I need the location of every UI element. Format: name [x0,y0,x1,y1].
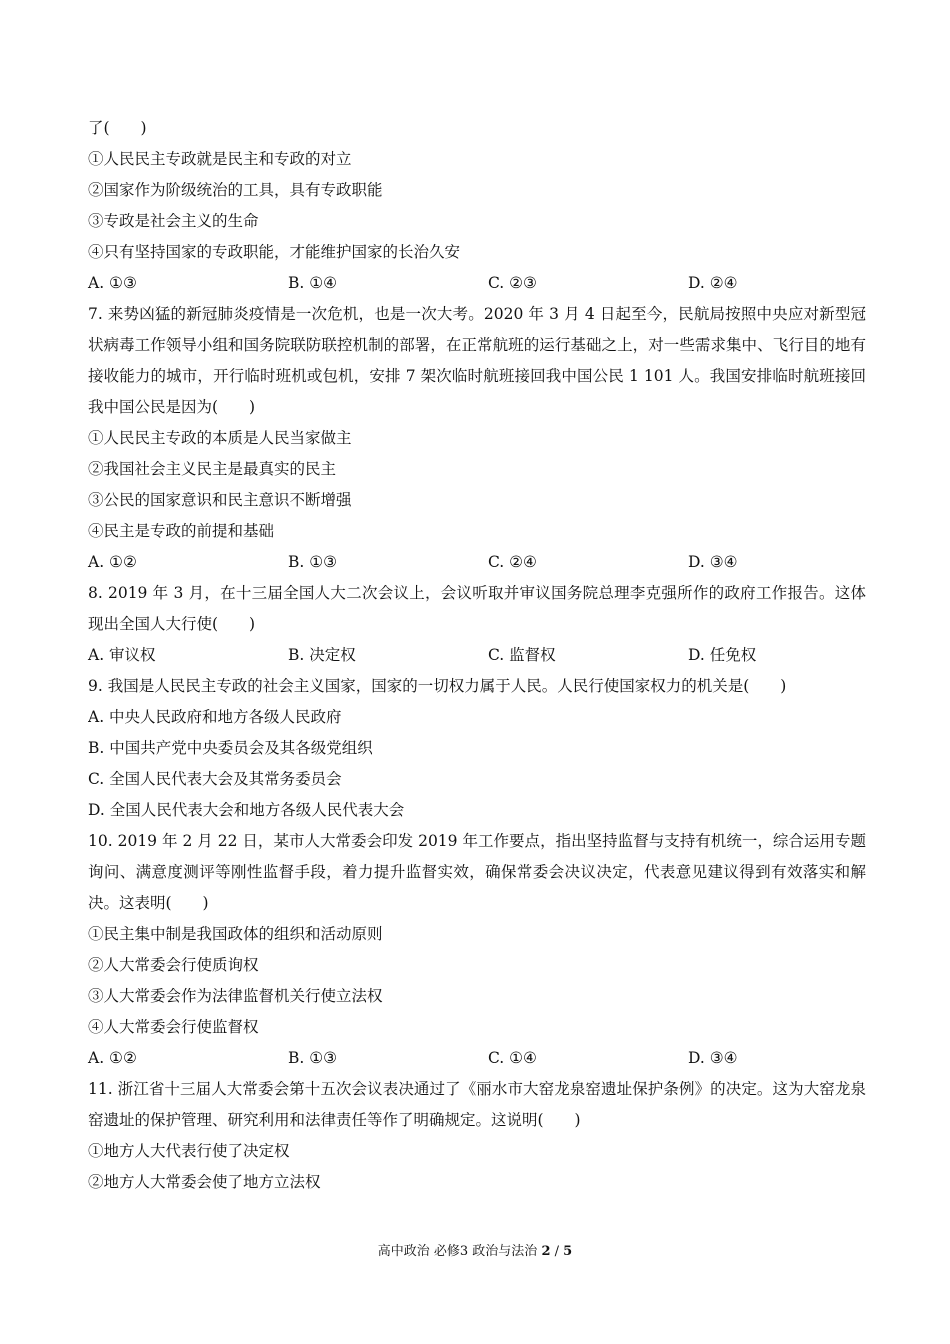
question-7-item-3: ③公民的国家意识和民主意识不断增强 [88,491,352,509]
question-8-options [88,640,866,671]
question-11-item-1: ①地方人大代表行使了决定权 [88,1142,290,1160]
question-9-choice-d: D. 全国人民代表大会和地方各级人民代表大会 [88,801,405,819]
question-6-item-3: ③专政是社会主义的生命 [88,212,259,230]
option-c: C. ②③ [488,274,537,292]
option-d: D. ③④ [688,1049,738,1067]
option-c: C. ①④ [488,1049,537,1067]
option-b: B. 决定权 [288,646,356,664]
footer-label: 高中政治 必修3 政治与法治 [377,1244,538,1259]
question-10-item-3: ③人大常委会作为法律监督机关行使立法权 [88,987,383,1005]
question-11-item-2: ②地方人大常委会使了地方立法权 [88,1173,321,1191]
question-7-item-4: ④民主是专政的前提和基础 [88,522,275,540]
option-d: D. ②④ [688,274,738,292]
option-c: C. ②④ [488,553,537,571]
question-9-choice-c: C. 全国人民代表大会及其常务委员会 [88,770,342,788]
option-a: A. 审议权 [88,646,156,664]
question-10-options [88,1043,866,1074]
question-10-item-2: ②人大常委会行使质询权 [88,956,259,974]
option-b: B. ①③ [288,553,338,571]
question-6-item-4: ④只有坚持国家的专政职能，才能维护国家的长治久安 [88,243,461,261]
question-6-options [88,268,866,299]
option-b: B. ①③ [288,1049,338,1067]
option-b: B. ①④ [288,274,338,292]
question-7-options [88,547,866,578]
question-6 [88,113,866,299]
question-10-stem: 10. 2019 年 2 月 22 日，某市人大常委会印发 2019 年工作要点，指出坚持监督与支持有机统一，综合运用专题询问、满意度测评等刚性监督手段，着力提升监督实效，确保常委会决议决定，代表意见建议得到有效落实和解决。这表明( ) [88,832,866,912]
question-7-item-1: ①人民民主专政的本质是人民当家做主 [88,429,352,447]
option-a: A. ①③ [88,274,137,292]
question-7-stem: 7. 来势凶猛的新冠肺炎疫情是一次危机，也是一次大考。2020 年 3 月 4 日起至今，民航局按照中央应对新型冠状病毒工作领导小组和国务院联防联控机制的部署，在正常航班的运行基础之上，对一些需求集中、飞行目的地有接收能力的城市，开行临时班机或包机，安排 7 架次临时航班接回我中国公民 1 101 人。我国安排临时航班接回我中国公民是因为( ) [88,305,866,416]
option-a: A. ①② [88,553,137,571]
question-7 [88,299,866,578]
question-6-stem-tail: 了( ) [88,119,147,137]
question-9-stem: 9. 我国是人民民主专政的社会主义国家，国家的一切权力属于人民。人民行使国家权力的机关是( ) [88,677,787,695]
question-9 [88,671,866,826]
question-9-choice-a: A. 中央人民政府和地方各级人民政府 [88,708,342,726]
question-8-stem: 8. 2019 年 3 月，在十三届全国人大二次会议上，会议听取并审议国务院总理李克强所作的政府工作报告。这体现出全国人大行使( ) [88,584,866,633]
question-11 [88,1074,866,1198]
footer-page-total: 5 [563,1244,573,1259]
question-10-item-4: ④人大常委会行使监督权 [88,1018,259,1036]
question-10-item-1: ①民主集中制是我国政体的组织和活动原则 [88,925,383,943]
question-11-stem: 11. 浙江省十三届人大常委会第十五次会议表决通过了《丽水市大窑龙泉窑遗址保护条例》的决定。这为大窑龙泉窑遗址的保护管理、研究利用和法律责任等作了明确规定。这说明( ) [88,1080,866,1129]
footer-page-number: 2 [541,1244,551,1259]
question-6-item-2: ②国家作为阶级统治的工具，具有专政职能 [88,181,383,199]
option-d: D. 任免权 [688,646,757,664]
question-9-choice-b: B. 中国共产党中央委员会及其各级党组织 [88,739,373,757]
option-a: A. ①② [88,1049,137,1067]
option-c: C. 监督权 [488,646,556,664]
question-7-item-2: ②我国社会主义民主是最真实的民主 [88,460,337,478]
page-footer [0,1242,950,1262]
footer-separator: / [554,1244,560,1259]
exam-page [88,113,866,1198]
question-6-item-1: ①人民民主专政就是民主和专政的对立 [88,150,352,168]
question-10 [88,826,866,1074]
question-8 [88,578,866,671]
option-d: D. ③④ [688,553,738,571]
